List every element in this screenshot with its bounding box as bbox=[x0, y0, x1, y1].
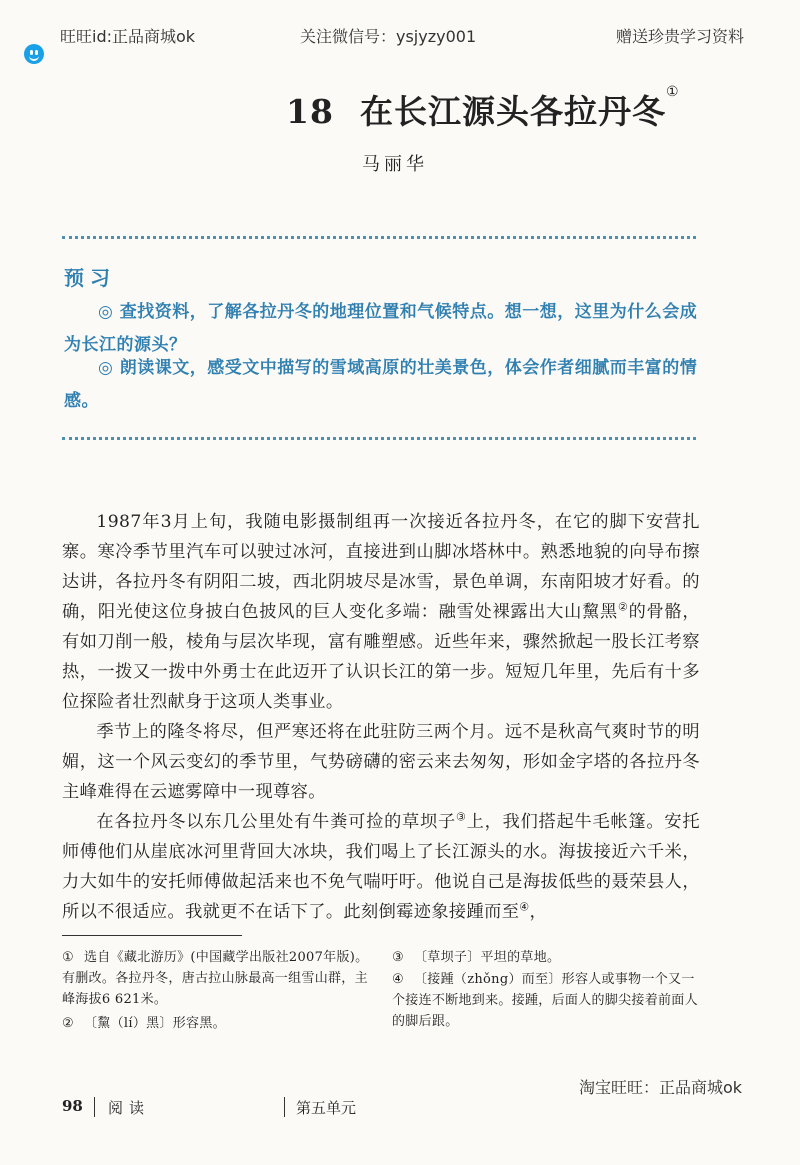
lesson-title-text: 在长江源头各拉丹冬 bbox=[359, 92, 666, 131]
book-name: 阅读 bbox=[108, 1099, 151, 1117]
smiley-icon bbox=[24, 44, 44, 64]
footnote-2: ② 〔黧（lí）黑〕形容黑。 bbox=[62, 1016, 226, 1031]
watermark-bottom: 淘宝旺旺：正品商城ok bbox=[578, 1078, 742, 1097]
footer-divider-1 bbox=[94, 1097, 95, 1117]
watermark-right: 赠送珍贵学习资料 bbox=[615, 27, 744, 46]
preview-item-1: ◎ 查找资料，了解各拉丹冬的地理位置和气候特点。想一想，这里为什么会成为长江的源头？ bbox=[64, 302, 698, 355]
dotted-divider-bottom bbox=[62, 437, 696, 440]
footnote-mark-4: ④ bbox=[519, 900, 530, 914]
footer-divider-2 bbox=[284, 1097, 285, 1117]
footnote-rule bbox=[62, 935, 242, 936]
author: 马丽华 bbox=[362, 154, 428, 175]
title-footnote-mark: ① bbox=[665, 84, 680, 100]
paragraph-2: 季节上的隆冬将尽，但严寒还将在此驻防三两个月。远不是秋高气爽时节的明媚，这一个风云变幻的季节里，气势磅礴的密云来去匆匆，形如金字塔的各拉丹冬主峰难得在云遮雾障中一现尊容。 bbox=[62, 722, 700, 802]
footnote-mark-3: ③ bbox=[455, 810, 467, 824]
paragraph-3: 在各拉丹冬以东几公里处有牛粪可捡的草坝子③上，我们搭起牛毛帐篷。安托师傅他们从崖底冰河里背回大冰块，我们喝上了长江源头的水。海拔接近六千米，力大如牛的安托师傅做起活来也不免气喘吁吁。他说自己是海拔低些的聂荣县人，所以不很适应。我就更不在话下了。此刻倒霉迹象接踵而至④， bbox=[62, 810, 700, 922]
lesson-number: 18 bbox=[286, 92, 334, 131]
watermark-left: 旺旺id:正品商城ok bbox=[60, 27, 196, 46]
lesson-title bbox=[286, 86, 680, 133]
body-text bbox=[62, 507, 700, 927]
page-number: 98 bbox=[62, 1097, 83, 1115]
footnote-4: ④ 〔接踵（zhǒng）而至〕形容人或事物一个又一个接连不断地到来。接踵，后面人的脚尖接着前面人的脚后跟。 bbox=[392, 972, 698, 1029]
preview-heading: 预习 bbox=[64, 266, 116, 290]
dotted-divider-top bbox=[62, 236, 696, 239]
preview-item-2: ◎ 朗读课文，感受文中描写的雪域高原的壮美景色，体会作者细腻而丰富的情感。 bbox=[64, 358, 698, 411]
paragraph-1: 1987年3月上旬，我随电影摄制组再一次接近各拉丹冬，在它的脚下安营扎寨。寒冷季节里汽车可以驶过冰河，直接进到山脚冰塔林中。熟悉地貌的向导布擦达讲，各拉丹冬有阴阳二坡，西北阴坡尽是冰雪，景色单调，东南阳坡才好看。的确，阳光使这位身披白色披风的巨人变化多端：融雪处裸露出大山黧黑②的骨骼，有如刀削一般，棱角与层次毕现，富有雕塑感。近些年来，骤然掀起一股长江考察热，一拨又一拨中外勇士在此迈开了认识长江的第一步。短短几年里，先后有十多位探险者壮烈献身于这项人类事业。 bbox=[62, 512, 700, 712]
watermark-center: 关注微信号：ysjyzy001 bbox=[300, 27, 477, 46]
footnote-1: ① 选自《藏北游历》(中国藏学出版社2007年版)。有删改。各拉丹冬，唐古拉山脉最高一组雪山群，主峰海拔6 621米。 bbox=[62, 950, 369, 1007]
unit-name: 第五单元 bbox=[296, 1099, 357, 1117]
footnote-3: ③ 〔草坝子〕平坦的草地。 bbox=[392, 950, 561, 965]
footnote-mark-2: ② bbox=[617, 600, 629, 614]
